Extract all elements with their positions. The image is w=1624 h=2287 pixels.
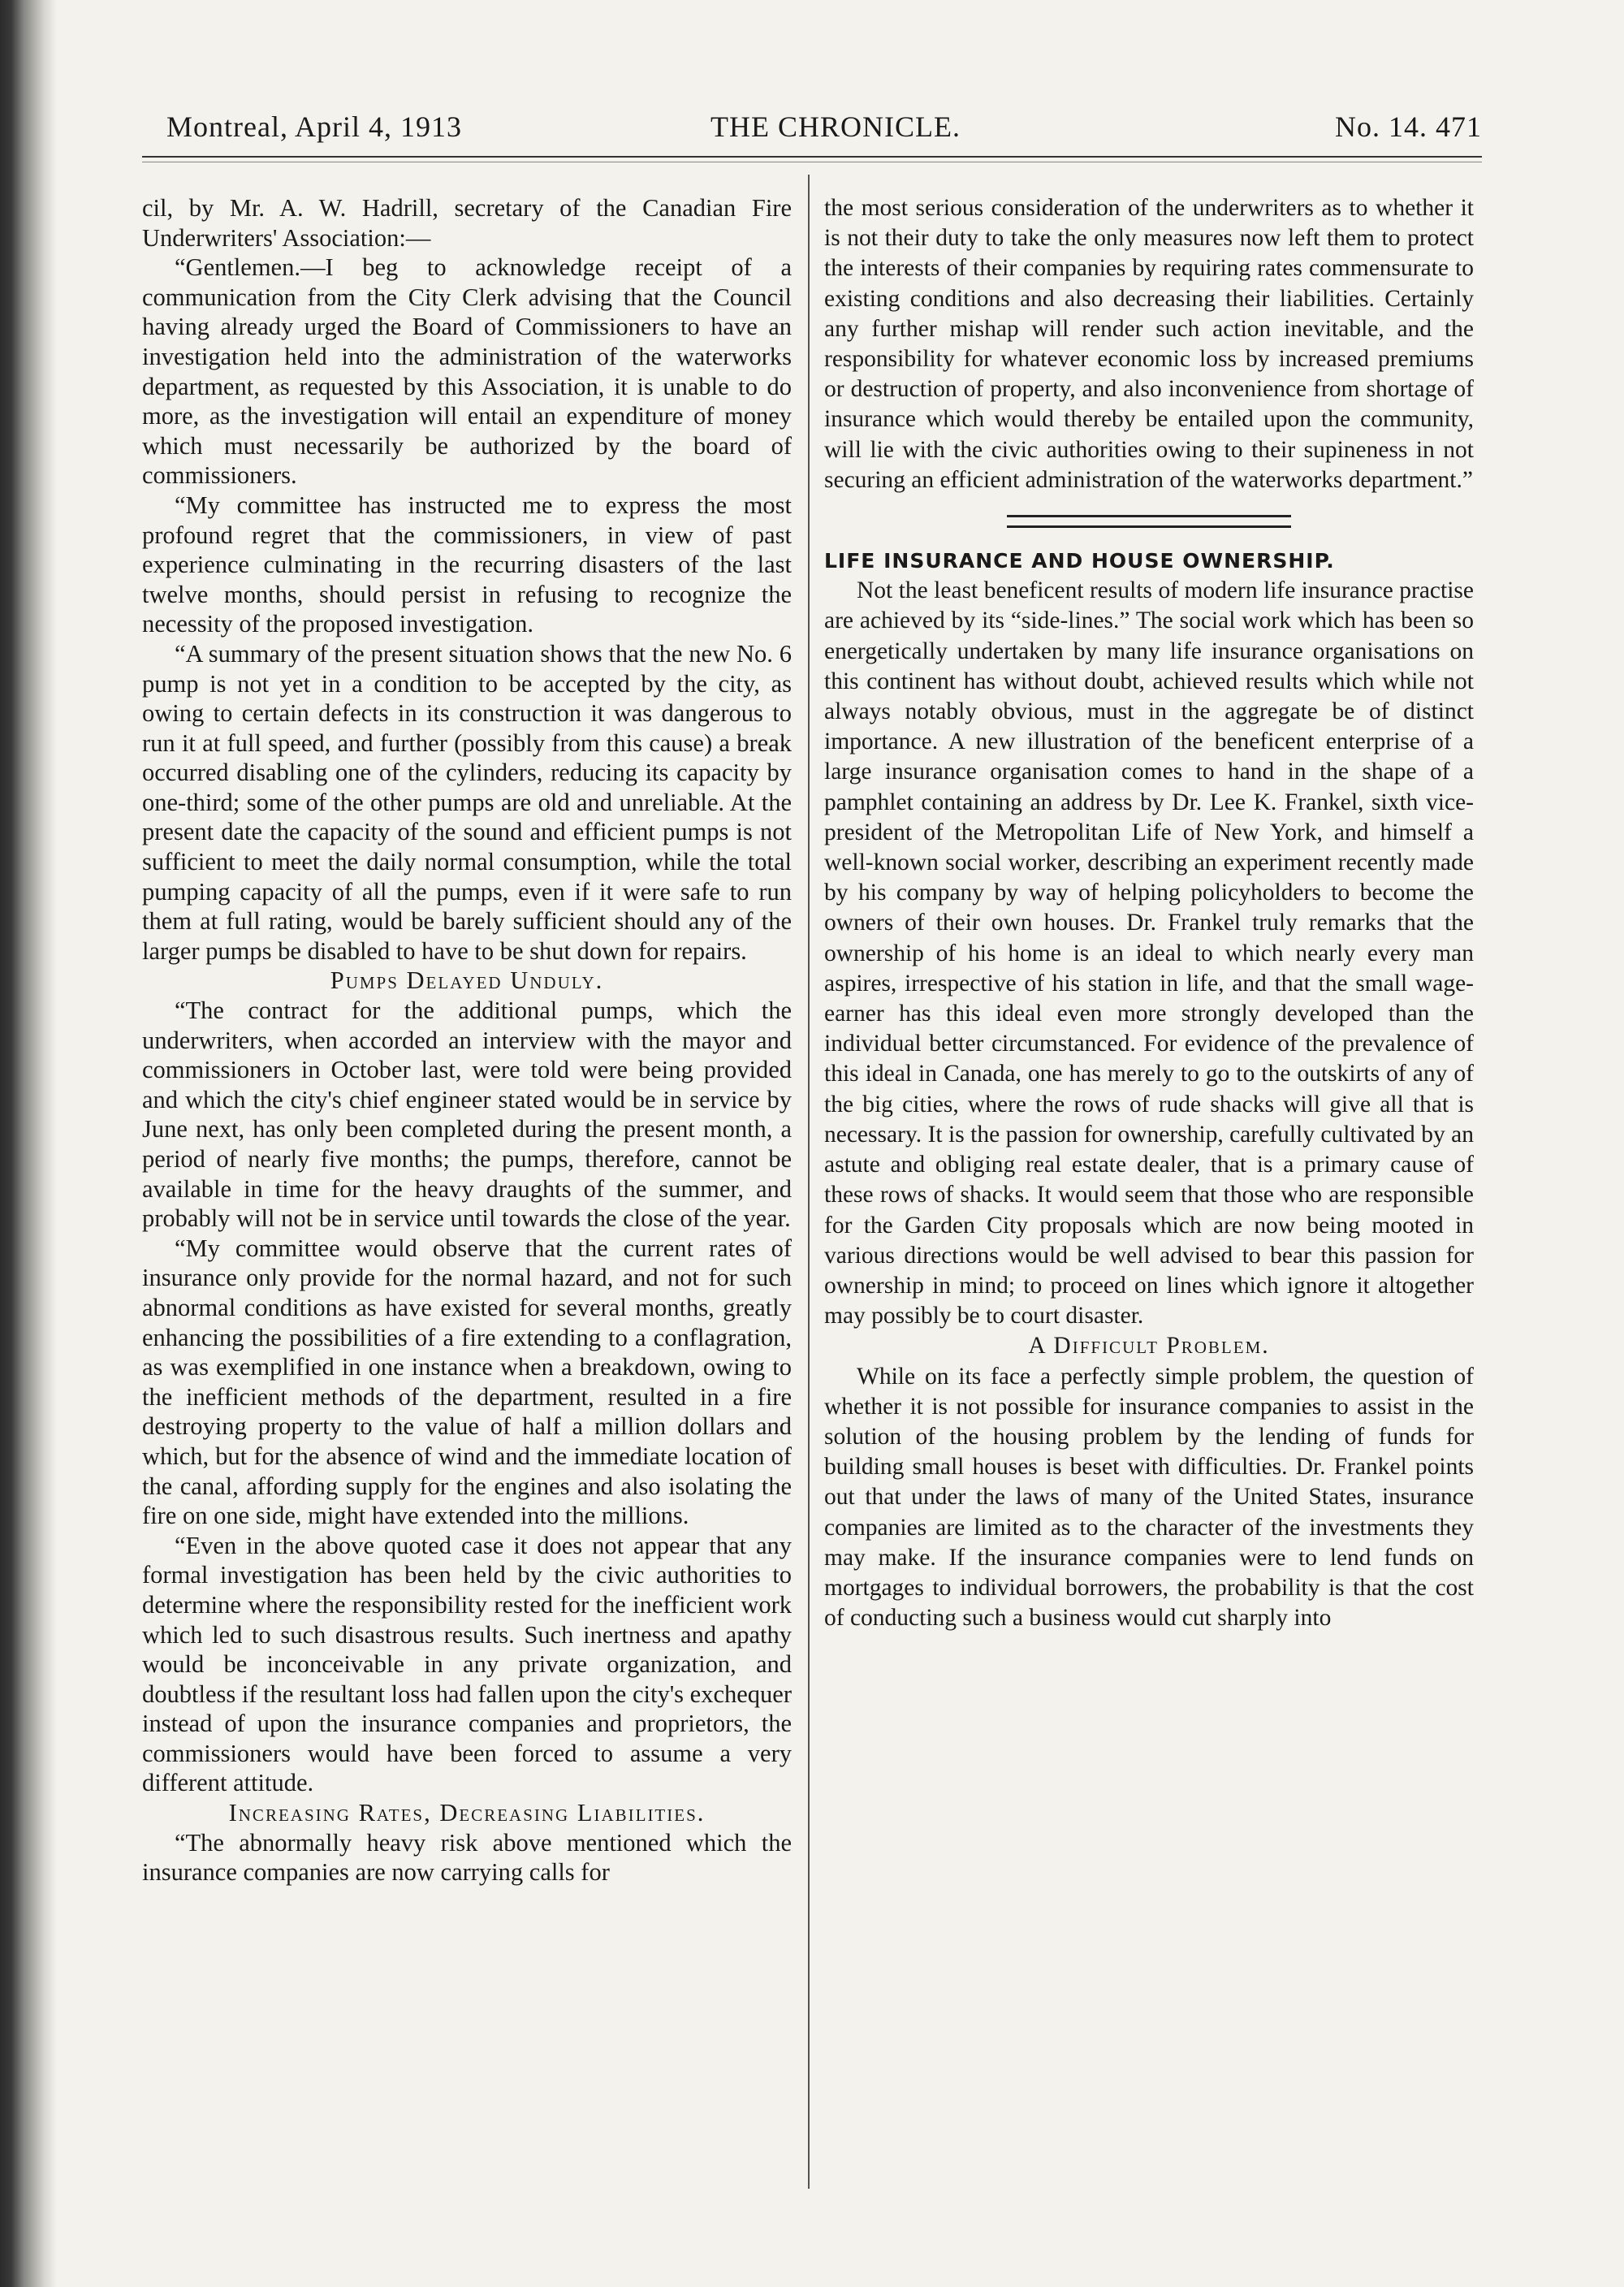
paragraph: the most serious consideration of the underwriters as to whether it is not their duty to take the only measures now left them to protect the interests of their companies by requiring rates commensurate to existing conditions and also decreasing their liabilities. Certainly any further mishap will render such action inevitable, and the responsibility for whatever economic loss by increased premiums or destruction of property, and also inconvenience from shortage of insurance which would thereby be entailed upon the community, will lie with the civic authorities owing to their supineness in not securing an efficient administration of the waterworks department.” [824,195,1474,493]
paragraph: “The abnormally heavy risk above mentioned which the insurance companies are now carrying calls for [142,1828,792,1887]
paragraph: cil, by Mr. A. W. Hadrill, secretary of the Canadian Fire Underwriters' Association:— [142,194,792,252]
right-column [824,193,1474,1633]
left-column [142,193,792,1887]
paragraph: “My committee has instructed me to express the most profound regret that the commissioners, in view of past experience culminating in the recurring disasters of the last twelve months, should persist in refusing to recognize the necessity of the proposed investigation. [142,491,792,638]
header-title: THE CHRONICLE. [710,110,961,143]
subheading: A Difficult Problem. [1028,1333,1270,1360]
section-divider [1007,515,1291,528]
paragraph: Not the least beneficent results of modern life insurance practise are achieved by its “side-lines.” The social work which has been so energetically undertaken by many life insurance organisations on this continent has without doubt, achieved results which while not always notably obvious, must in the aggregate be of distinct importance. A new illustration of the beneficent enterprise of a large insurance organisation comes to hand in the shape of a pamphlet containing an address by Dr. Lee K. Frankel, sixth vice-president of the Metropolitan Life of New York, and himself a well-known social worker, describing an experiment recently made by his company by way of helping policyholders to become the owners of their own houses. Dr. Frankel truly remarks that the ownership of his home is an ideal to which nearly every man aspires, irrespective of his station in life, and that the small wage-earner has this ideal even more strongly developed than the individual better circumstanced. For evidence of the prevalence of this ideal in Canada, one has merely to go to the outskirts of any of the big cities, where the rows of rude shacks will give all that is necessary. It is the passion for ownership, carefully cultivated by an astute and obliging real estate dealer, that is a primary cause of these rows of shacks. It would seem that those who are responsible for the Garden City proposals which are now being mooted in various directions would be well advised to bear this passion for ownership in mind; to proceed on lines which ignore it altogether may possibly be to court disaster. [824,577,1474,1329]
section-title: LIFE INSURANCE AND HOUSE OWNERSHIP. [824,549,1335,573]
running-header [142,110,1482,158]
paragraph: “My committee would observe that the current rates of insurance only provide for the normal hazard, and not for such abnormal conditions as have existed for several months, greatly enhancing the possibilities of a fire extending to a conflagration, as was exemplified in one instance when a breakdown, owing to the inefficient methods of the department, resulted in a fire destroying property to the value of half a million dollars and which, but for the absence of wind and the immediate location of the canal, affording supply for the engines and also isolating the fire on one side, might have extended into the millions. [142,1234,792,1530]
paragraph: “Gentlemen.—I beg to acknowledge receipt of a communication from the City Clerk advising that the Council having already urged the Board of Commissioners to have an investigation held into the administration of the waterworks department, as requested by this Association, it is unable to do more, as the investigation will entail an expenditure of money which must necessarily be authorized by the board of commissioners. [142,253,792,490]
paragraph: “Even in the above quoted case it does not appear that any formal investigation has been held by the civic authorities to determine where the responsibility rested for the inefficient work which led to such disastrous results. Such inertness and apathy would be inconceivable in any private organization, and doubtless if the resultant loss had fallen upon the city's exchequer instead of upon the insurance companies and proprietors, the commissioners would have been forced to assume a very different attitude. [142,1531,792,1797]
paragraph: “The contract for the additional pumps, which the underwriters, when accorded an interview with the mayor and commissioners in October last, were told were being provided and which the city's chief engineer stated would be in service by June next, has only been completed during the present month, a period of nearly five months; the pumps, therefore, cannot be available in time for the heavy draughts of the summer, and probably will not be in service until towards the close of the year. [142,997,792,1233]
header-page-number: No. 14. 471 [1335,110,1482,143]
subheading: Increasing Rates, Decreasing Liabilities. [228,1799,706,1827]
paragraph: While on its face a perfectly simple problem, the question of whether it is not possible for insurance companies to assist in the solution of the housing problem by the lending of funds for building small houses is beset with difficulties. Dr. Frankel points out that under the laws of many of the United States, insurance companies are limited as to the character of the investments they may make. If the insurance companies were to lend funds on mortgages to individual borrowers, the probability is that the cost of conducting such a business would cut sharply into [824,1363,1474,1632]
subheading: Pumps Delayed Unduly. [330,966,604,995]
page-binding-edge [0,0,57,2287]
column-divider [808,175,810,2189]
header-date: Montreal, April 4, 1913 [166,110,462,143]
header-rule [142,156,1482,158]
paragraph: “A summary of the present situation shows that the new No. 6 pump is not yet in a condition to be accepted by the city, as owing to certain defects in its construction it was dangerous to run it at full speed, and further (possibly from this cause) a break occurred disabling one of the cylinders, reducing its capacity by one-third; some of the other pumps are old and unreliable. At the present date the capacity of the sound and efficient pumps is not sufficient to meet the daily normal consumption, while the total pumping capacity of all the pumps, even if it were safe to run them at full rating, would be barely sufficient should any of the larger pumps be disabled to have to be shut down for repairs. [142,639,792,965]
